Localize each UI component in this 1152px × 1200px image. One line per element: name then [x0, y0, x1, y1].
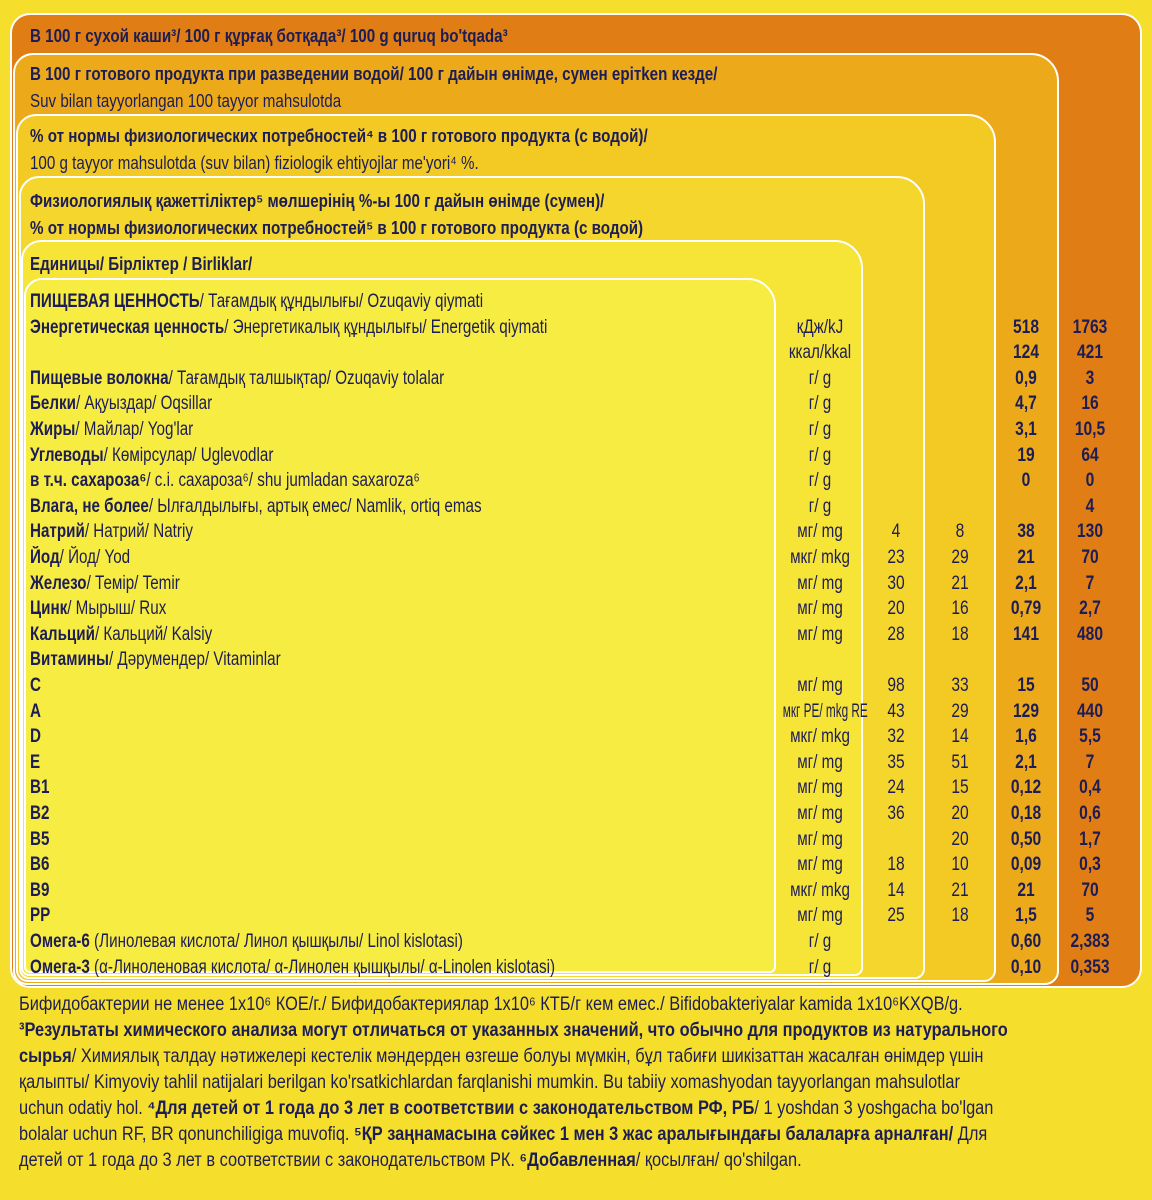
- value-c4: 64: [1081, 444, 1099, 466]
- value-c3: 0,9: [1015, 367, 1037, 389]
- value-c4: 0: [1085, 470, 1095, 492]
- value-c1: 28: [887, 623, 905, 645]
- value-c4: 7: [1085, 572, 1095, 594]
- nutrient-label: Жиры/ Майлар/ Yog'lar: [30, 419, 194, 440]
- unit-cell: г/ g: [808, 419, 832, 440]
- value-c4: 50: [1081, 675, 1099, 696]
- unit-cell: мг/ mg: [797, 572, 843, 594]
- nutrient-label: PP: [30, 905, 51, 927]
- table-row: [0, 391, 1152, 417]
- nutrient-label: Омега-6 (Линолевая кислота/ Линол қышқылы/ Linol kislotasi): [30, 931, 463, 952]
- table-row: [0, 468, 1152, 494]
- nutrient-label: Углеводы/ Көмірсулар/ Uglevodlar: [30, 444, 274, 466]
- value-c1: 30: [887, 572, 905, 594]
- unit-cell: мкг/ mkg: [790, 547, 850, 568]
- value-c3: 0,50: [1010, 828, 1042, 850]
- table-row: [0, 955, 1152, 981]
- table-row: [0, 724, 1152, 750]
- nutrient-label: B9: [30, 879, 50, 901]
- table-row: [0, 494, 1152, 520]
- header-norm-percent: % от нормы физиологических потребностей⁴ в 100 г готового продукта (с водой)/ 100 g tayyor mahsulotda (suv bilan) fiziologik ehtiyojlar me'yori⁴ %.: [30, 125, 648, 173]
- value-c2: 33: [951, 675, 969, 696]
- value-c4: 70: [1081, 879, 1099, 901]
- value-c1: 18: [887, 854, 905, 876]
- table-row: [0, 571, 1152, 597]
- table-row: [0, 443, 1152, 469]
- value-c2: 29: [951, 547, 969, 568]
- footnote-4: uchun odatiy hol. ⁴Для детей от 1 года до 3 лет в соответствии с законодательством РФ, РБ/ 1 yoshdan 3 yoshgacha bo'lgan: [19, 1098, 994, 1119]
- nutrient-label: C: [30, 675, 41, 696]
- value-c4: 0,6: [1079, 803, 1101, 824]
- nutrient-label: Натрий/ Натрий/ Natriy: [30, 521, 193, 543]
- value-c1: 43: [887, 700, 905, 722]
- value-c2: 20: [951, 828, 969, 850]
- table-row: [0, 699, 1152, 725]
- value-c2: 15: [951, 777, 969, 799]
- nutrient-label: A: [30, 700, 41, 722]
- value-c1: 23: [887, 547, 905, 568]
- unit-cell: г/ g: [808, 367, 832, 389]
- unit-cell: мг/ mg: [797, 675, 843, 696]
- value-c3: 21: [1017, 879, 1035, 901]
- value-c3: 15: [1017, 675, 1035, 696]
- value-c4: 4: [1085, 495, 1095, 517]
- nutrient-label: ПИЩЕВАЯ ЦЕННОСТЬ/ Тағамдық құндылығы/ Ozuqaviy qiymati: [30, 291, 484, 312]
- footnote-3-cont: сырья/ Химиялық талдау нәтижелері кестелік мәндерден өзгеше болуы мүмкін, бұл табиғи шикізаттан жасалған өнімдер үшін: [19, 1046, 984, 1067]
- value-c3: 21: [1017, 547, 1035, 568]
- nutrient-label: B5: [30, 828, 50, 850]
- table-row: [0, 545, 1152, 571]
- value-c3: 0,10: [1010, 956, 1042, 978]
- unit-cell: мг/ mg: [797, 623, 843, 645]
- table-row: [0, 340, 1152, 366]
- value-c3: 141: [1012, 623, 1039, 645]
- unit-cell: мг/ mg: [797, 598, 843, 620]
- value-c3: 2,1: [1015, 572, 1037, 594]
- nutrient-label: B6: [30, 854, 50, 876]
- nutrient-label: Витамины/ Дәрумендер/ Vitaminlar: [30, 649, 281, 671]
- table-row: [0, 775, 1152, 801]
- value-c3: 0: [1021, 470, 1031, 492]
- value-c4: 2,7: [1079, 598, 1101, 620]
- value-c4: 130: [1076, 521, 1103, 543]
- nutrient-label: Йод/ Йод/ Yod: [30, 547, 131, 568]
- value-c4: 480: [1076, 623, 1103, 645]
- value-c3: 19: [1017, 444, 1035, 466]
- value-c3: 0,12: [1010, 777, 1042, 799]
- value-c2: 8: [955, 521, 965, 543]
- value-c1: 32: [887, 726, 905, 748]
- unit-cell: мг/ mg: [797, 905, 843, 927]
- value-c4: 16: [1081, 393, 1099, 415]
- value-c2: 21: [951, 572, 969, 594]
- value-c1: 35: [887, 751, 905, 773]
- value-c1: 25: [887, 905, 905, 927]
- table-row: [0, 673, 1152, 699]
- header-ready-product: В 100 г готового продукта при разведении водой/ 100 г дайын өнімде, сумен ерітken кезде/ Suv bilan tayyorlangan 100 tayyor mahsulotda: [30, 63, 718, 111]
- unit-cell: г/ g: [808, 393, 832, 415]
- table-row: [0, 315, 1152, 341]
- footnotes: [19, 992, 1145, 1174]
- value-c4: 5: [1085, 905, 1095, 927]
- value-c4: 440: [1076, 700, 1103, 722]
- value-c1: 14: [887, 879, 905, 901]
- value-c2: 20: [951, 803, 969, 824]
- nutrient-label: Белки/ Ақуыздар/ Oqsillar: [30, 393, 213, 415]
- table-row: [0, 878, 1152, 904]
- footnote-6: детей от 1 года до 3 лет в соответствии с законодательством РК. ⁶Добавленная/ қосылған/ qo'shilgan.: [19, 1150, 802, 1171]
- value-c3: 129: [1012, 700, 1039, 722]
- table-row: [0, 417, 1152, 443]
- nutrient-label: Кальций/ Кальций/ Kalsiy: [30, 623, 213, 645]
- unit-cell: кДж/kJ: [796, 316, 844, 338]
- value-c3: 3,1: [1015, 419, 1037, 440]
- value-c4: 0,353: [1070, 956, 1110, 978]
- value-c3: 0,18: [1010, 803, 1042, 824]
- unit-cell: г/ g: [808, 956, 832, 978]
- header-dry-porridge: В 100 г сухой каши³/ 100 г құрғақ ботқада³/ 100 g quruq bo'tqada³: [30, 25, 508, 46]
- nutrient-label: D: [30, 726, 41, 748]
- unit-cell: мг/ mg: [797, 521, 843, 543]
- nutrient-label: E: [30, 751, 41, 773]
- value-c4: 1,7: [1079, 828, 1101, 850]
- unit-cell: мг/ mg: [797, 751, 843, 773]
- table-row: [0, 366, 1152, 392]
- value-c3: 2,1: [1015, 751, 1037, 773]
- footnote-5: bolalar uchun RF, BR qonunchiligiga muvofiq. ⁵ҚР заңнамасына сәйкес 1 мен 3 жас аралығындағы балаларға арналған/ Для: [19, 1124, 988, 1145]
- value-c3: 38: [1017, 521, 1035, 543]
- footnote-3-uz: қалыпты/ Kimyoviy tahlil natijalari berilgan ko'rsatkichlardan farqlanishi mumkin. Bu tabiiy xomashyodan tayyorlangan mahsulotlar: [19, 1072, 960, 1093]
- value-c2: 14: [951, 726, 969, 748]
- unit-cell: г/ g: [808, 495, 832, 517]
- value-c2: 16: [951, 598, 969, 620]
- footnote-bifido: Бифидобактерии не менее 1x10⁶ КОЕ/г./ Бифидобактериялар 1x10⁶ КТБ/г кем емес./ Bifidobakteriyalar kamida 1x10⁶KXQB/g.: [19, 994, 963, 1015]
- table-row: [0, 903, 1152, 929]
- value-c4: 3: [1085, 367, 1095, 389]
- value-c4: 1763: [1072, 316, 1108, 338]
- unit-cell: г/ g: [808, 444, 832, 466]
- value-c1: 36: [887, 803, 905, 824]
- unit-cell: мг/ mg: [797, 828, 843, 850]
- nutrient-label: B1: [30, 777, 50, 799]
- value-c3: 518: [1012, 316, 1039, 338]
- value-c3: 0,79: [1010, 598, 1042, 620]
- nutrient-label: B2: [30, 803, 50, 824]
- value-c4: 421: [1076, 342, 1103, 364]
- value-c1: 24: [887, 777, 905, 799]
- table-row: [0, 647, 1152, 673]
- value-c2: 18: [951, 623, 969, 645]
- table-row: [0, 622, 1152, 648]
- unit-cell: мг/ mg: [797, 803, 843, 824]
- nutrient-label: Железо/ Темір/ Temir: [30, 572, 180, 594]
- value-c1: 20: [887, 598, 905, 620]
- nutrient-label: Энергетическая ценность/ Энергетикалық құндылығы/ Energetik qiymati: [30, 316, 548, 338]
- header-norm-percent-kz: Физиологиялық қажеттіліктер⁵ мөлшерінің %-ы 100 г дайын өнімде (сумен)/ % от нормы физиологических потребностей⁵ в 100 г готового продукта (с водой): [30, 190, 644, 238]
- value-c2: 10: [951, 854, 969, 876]
- table-row: [0, 801, 1152, 827]
- value-c4: 7: [1085, 751, 1095, 773]
- nutrient-label: Пищевые волокна/ Тағамдық талшықтар/ Ozuqaviy tolalar: [30, 367, 445, 389]
- unit-cell: мг/ mg: [797, 777, 843, 799]
- unit-cell: мкг/ mkg: [790, 726, 850, 748]
- table-row: [0, 596, 1152, 622]
- unit-cell: ккал/kkal: [788, 342, 852, 364]
- value-c1: 98: [887, 675, 905, 696]
- header-units: Единицы/ Бірліктер / Birliklar/: [30, 253, 253, 274]
- value-c3: 4,7: [1015, 393, 1037, 415]
- footnote-3-line: ³Результаты химического анализа могут отличаться от указанных значений, что обычно для продуктов из натурального: [19, 1020, 1008, 1041]
- unit-cell: мкг/ mkg: [790, 879, 850, 901]
- unit-cell: мг/ mg: [797, 854, 843, 876]
- value-c3: 0,60: [1010, 931, 1042, 952]
- table-row: [0, 289, 1152, 315]
- value-c3: 0,09: [1010, 854, 1042, 876]
- nutrient-label: Влага, не более/ Ылғалдылығы, артық емес/ Namlik, ortiq emas: [30, 495, 482, 517]
- value-c3: 1,5: [1015, 905, 1037, 927]
- table-row: [0, 852, 1152, 878]
- value-c4: 5,5: [1079, 726, 1101, 748]
- nutrient-label: Омега-3 (α-Линоленовая кислота/ α-Линолен қышқылы/ α-Linolen kislotasi): [30, 956, 556, 978]
- value-c3: 1,6: [1015, 726, 1037, 748]
- table-row: [0, 519, 1152, 545]
- value-c4: 70: [1081, 547, 1099, 568]
- unit-cell: мкг РЕ/ mkg RE: [782, 700, 868, 722]
- unit-cell: г/ g: [808, 931, 832, 952]
- table-row: [0, 750, 1152, 776]
- value-c2: 51: [951, 751, 969, 773]
- value-c4: 10,5: [1074, 419, 1106, 440]
- table-row: [0, 827, 1152, 853]
- value-c4: 0,3: [1079, 854, 1101, 876]
- value-c2: 18: [951, 905, 969, 927]
- nutrient-label: в т.ч. сахароза⁶/ с.і. сахароза⁶/ shu jumladan saxaroza⁶: [30, 470, 420, 492]
- value-c4: 2,383: [1070, 931, 1110, 952]
- nutrient-label: Цинк/ Мырыш/ Rux: [30, 598, 167, 620]
- unit-cell: г/ g: [808, 470, 832, 492]
- value-c2: 21: [951, 879, 969, 901]
- table-row: [0, 929, 1152, 955]
- value-c3: 124: [1012, 342, 1039, 364]
- value-c1: 4: [891, 521, 901, 543]
- value-c4: 0,4: [1079, 777, 1101, 799]
- value-c2: 29: [951, 700, 969, 722]
